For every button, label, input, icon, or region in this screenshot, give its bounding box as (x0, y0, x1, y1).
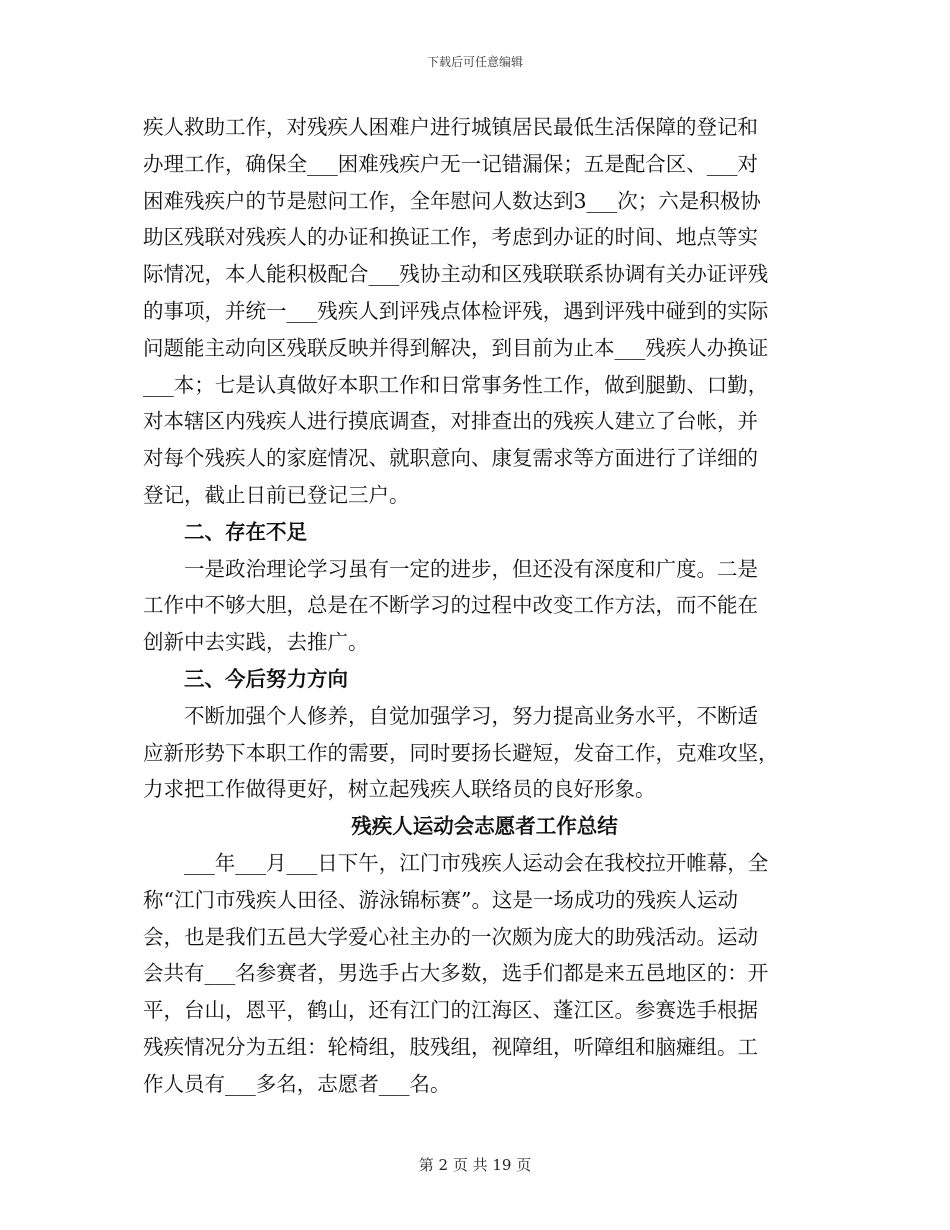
body-line: 问题能主动向区残联反映并得到解决，到目前为止本___残疾人办换证 (143, 335, 769, 360)
body-line: 的事项，并统一___残疾人到评残点体检评残，遇到评残中碰到的实际 (143, 298, 769, 323)
body-line: 对本辖区内残疾人进行摸底调查，对排查出的残疾人建立了台帐，并 (143, 409, 758, 434)
page-number: 第 2 页 共 19 页 (418, 1156, 532, 1174)
body-line: ___年___月___日下午，江门市残疾人运动会在我校拉开帷幕，全 (184, 850, 769, 875)
body-line: 疾人救助工作，对残疾人困难户进行城镇居民最低生活保障的登记和 (143, 115, 758, 139)
body-line: 平，台山，恩平，鹤山，还有江门的江海区、蓬江区。参赛选手根据 (143, 998, 758, 1023)
body-line: 工作中不够大胆，总是在不断学习的过程中改变工作方法，而不能在 (143, 593, 758, 618)
body-line: 会共有___名参赛者，男选手占大多数，选手们都是来五邑地区的：开 (143, 961, 769, 986)
document-body (143, 109, 808, 1103)
body-line: ___本；七是认真做好本职工作和日常事务性工作，做到腿勤、口勤， (143, 372, 769, 397)
document-title: 残疾人运动会志愿者工作总结 (351, 814, 618, 839)
section-heading-future-direction: 三、今后努力方向 (184, 666, 348, 691)
body-line: 困难残疾户的节是慰问工作，全年慰问人数达到3___次；六是积极协 (143, 188, 761, 213)
page-header: 下载后可任意编辑 (426, 55, 523, 69)
body-line: 力求把工作做得更好，树立起残疾人联络员的良好形象。 (143, 777, 656, 802)
body-line: 残疾情况分为五组：轮椅组，肢残组，视障组，听障组和脑瘫组。工 (143, 1034, 758, 1059)
body-line: 登记，截止日前已登记三户。 (143, 482, 410, 507)
body-line: 会，也是我们五邑大学爱心社主办的一次颇为庞大的助残活动。运动 (143, 924, 758, 949)
body-line: 际情况，本人能积极配合___残协主动和区残联联系协调有关办证评残 (143, 262, 769, 287)
body-line: 一是政治理论学习虽有一定的进步，但还没有深度和广度。二是 (184, 556, 758, 581)
body-line: 称“江门市残疾人田径、游泳锦标赛”。这是一场成功的残疾人运动 (143, 887, 738, 912)
body-line: 不断加强个人修养，自觉加强学习，努力提高业务水平，不断适 (184, 703, 758, 728)
body-line: 对每个残疾人的家庭情况、就职意向、康复需求等方面进行了详细的 (143, 446, 758, 471)
body-line: 助区残联对残疾人的办证和换证工作，考虑到办证的时间、地点等实 (143, 225, 758, 250)
body-line: 应新形势下本职工作的需要，同时要扬长避短，发奋工作，克难攻坚， (143, 740, 779, 765)
body-line: 创新中去实践，去推广。 (143, 630, 369, 655)
body-line: 作人员有___多名，志愿者___名。 (143, 1071, 451, 1096)
body-line: 办理工作，确保全___困难残疾户无一记错漏保；五是配合区、___对 (143, 151, 758, 176)
section-heading-shortcomings: 二、存在不足 (184, 519, 307, 544)
